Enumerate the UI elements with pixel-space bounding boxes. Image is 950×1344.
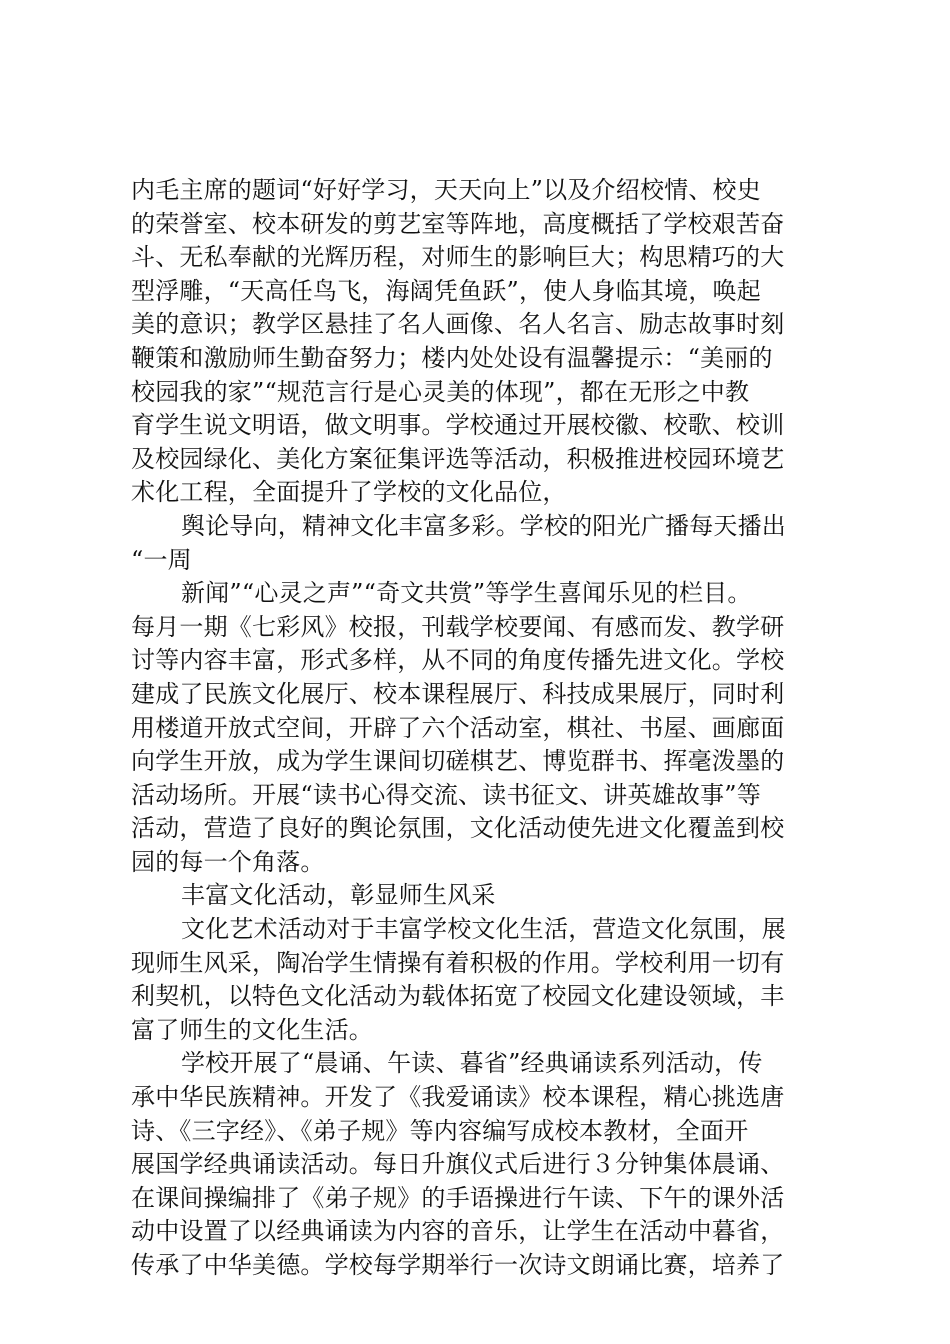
text-line: 美的意识；教学区悬挂了名人画像、名人名言、励志故事时刻 [131, 310, 785, 339]
text-line: 育学生说文明语，做文明事。学校通过开展校徽、校歌、校训 [131, 411, 785, 440]
text-line: 讨等内容丰富，形式多样，从不同的角度传播先进文化。学校 [131, 646, 785, 675]
text-line: 活动，营造了良好的舆论氛围，文化活动使先进文化覆盖到校 [131, 814, 785, 843]
text-line: 校园我的家”“规范言行是心灵美的体现”，都在无形之中教 [131, 377, 750, 406]
text-line: 的荣誉室、校本研发的剪艺室等阵地，高度概括了学校艰苦奋 [131, 209, 785, 238]
text-line: 利契机，以特色文化活动为载体拓宽了校园文化建设领域，丰 [131, 982, 785, 1011]
text-line: “一周 [131, 545, 192, 574]
paragraph-first-line: 新闻”“心灵之声”“奇文共赏”等学生喜闻乐见的栏目。 [181, 579, 752, 608]
text-line: 传承了中华美德。学校每学期举行一次诗文朗诵比赛，培养了 [131, 1251, 785, 1279]
text-line: 活动场所。开展“读书心得交流、读书征文、讲英雄故事”等 [131, 780, 761, 809]
text-line: 用楼道开放式空间，开辟了六个活动室，棋社、书屋、画廊面 [131, 713, 785, 742]
text-line: 在课间操编排了《弟子规》的手语操进行午读、下午的课外活 [131, 1183, 785, 1212]
text-line: 斗、无私奉献的光辉历程，对师生的影响巨大；构思精巧的大 [131, 243, 785, 272]
text-line: 动中设置了以经典诵读为内容的音乐，让学生在活动中暮省， [131, 1217, 785, 1246]
text-line: 富了师生的文化生活。 [131, 1015, 373, 1044]
text-line: 内毛主席的题词“好好学习，天天向上”以及介绍校情、校史 [131, 176, 761, 204]
text-line: 术化工程，全面提升了学校的文化品位， [131, 478, 567, 507]
text-line: 每月一期《七彩风》校报，刊载学校要闻、有感而发、教学研 [131, 612, 785, 641]
text-line: 展国学经典诵读活动。每日升旗仪式后进行３分钟集体晨诵、 [131, 1150, 785, 1179]
paragraph-first-line: 舆论导向，精神文化丰富多彩。学校的阳光广播每天播出 [181, 511, 786, 540]
text-line: 诗、《三字经》、《弟子规》等内容编写成校本教材，全面开 [131, 1116, 749, 1145]
paragraph-first-line: 文化艺术活动对于丰富学校文化生活，营造文化氛围，展 [181, 915, 786, 944]
text-line: 建成了民族文化展厅、校本课程展厅、科技成果展厅，同时利 [131, 679, 785, 708]
text-line: 园的每一个角落。 [131, 847, 325, 876]
paragraph-first-line: 学校开展了“晨诵、午读、暮省”经典诵读系列活动，传 [181, 1049, 763, 1078]
paragraph-first-line: 丰富文化活动，彰显师生风采 [181, 881, 496, 910]
text-line: 现师生风采，陶冶学生情操有着积极的作用。学校利用一切有 [131, 948, 785, 977]
text-line: 承中华民族精神。开发了《我爱诵读》校本课程，精心挑选唐 [131, 1083, 785, 1112]
text-line: 向学生开放，成为学生课间切磋棋艺、博览群书、挥毫泼墨的 [131, 747, 785, 776]
text-line: 型浮雕，“天高任鸟飞，海阔凭鱼跃”，使人身临其境，唤起 [131, 276, 761, 305]
text-line: 及校园绿化、美化方案征集评选等活动，积极推进校园环境艺 [131, 444, 785, 473]
document-page [131, 174, 831, 1283]
text-line: 鞭策和激励师生勤奋努力；楼内处处设有温馨提示：“美丽的 [131, 343, 773, 372]
